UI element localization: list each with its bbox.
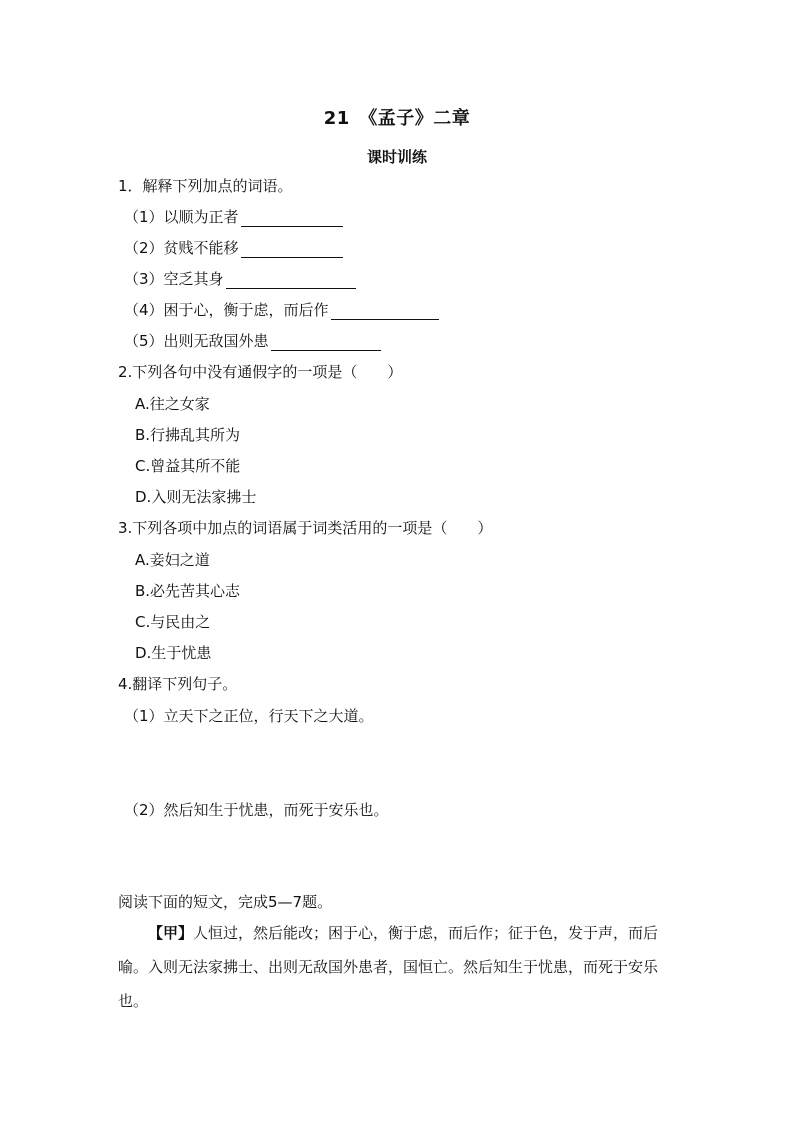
question-3-option-c[interactable]: C.与民由之	[135, 613, 211, 631]
answer-blank[interactable]	[241, 210, 343, 227]
question-4-item: （1）立天下之正位，行天下之大道。	[124, 707, 374, 725]
reading-passage	[118, 916, 678, 1018]
answer-blank[interactable]	[226, 272, 356, 289]
question-1-item	[124, 207, 343, 227]
question-1-item-label: （5）出则无敌国外患	[124, 332, 269, 350]
question-2-stem: 2.下列各句中没有通假字的一项是（ ）	[118, 363, 403, 381]
passage-tag: 【甲】	[148, 924, 194, 942]
question-3-stem: 3.下列各项中加点的词语属于词类活用的一项是（ ）	[118, 519, 493, 537]
question-1-item-label: （2）贫贱不能移	[124, 239, 239, 257]
question-1-item-label: （1）以顺为正者	[124, 208, 239, 226]
page-title: 21 《孟子》二章	[323, 108, 471, 129]
question-2-option-d[interactable]: D.入则无法家拂士	[135, 488, 257, 506]
question-1-item	[124, 331, 381, 351]
question-2-option-c[interactable]: C.曾益其所不能	[135, 457, 241, 475]
question-1-item-label: （3）空乏其身	[124, 270, 224, 288]
question-4-item: （2）然后知生于忧患，而死于安乐也。	[124, 801, 389, 819]
answer-blank[interactable]	[331, 303, 439, 320]
question-1-item	[124, 238, 343, 258]
question-3-option-a[interactable]: A.妾妇之道	[135, 551, 210, 569]
answer-blank[interactable]	[271, 334, 381, 351]
question-2-option-a[interactable]: A.往之女家	[135, 395, 210, 413]
passage-text: 人恒过，然后能改；困于心，衡于虑，而后作；征于色，发于声，而后喻。入则无法家拂士、出则无敌国外患者，国恒亡。然后知生于忧患，而死于安乐也。	[118, 924, 659, 1010]
question-3-option-b[interactable]: B.必先苦其心志	[135, 582, 241, 600]
question-1-stem: 1．解释下列加点的词语。	[118, 177, 293, 195]
question-1-item	[124, 269, 356, 289]
reading-intro: 阅读下面的短文，完成5—7题。	[118, 893, 333, 911]
question-1-item	[124, 300, 439, 320]
answer-blank[interactable]	[241, 241, 343, 258]
page-subtitle: 课时训练	[366, 148, 427, 166]
question-2-option-b[interactable]: B.行拂乱其所为	[135, 426, 241, 444]
question-4-stem: 4.翻译下列句子。	[118, 675, 238, 693]
question-1-item-label: （4）困于心，衡于虑，而后作	[124, 301, 329, 319]
question-3-option-d[interactable]: D.生于忧患	[135, 644, 212, 662]
